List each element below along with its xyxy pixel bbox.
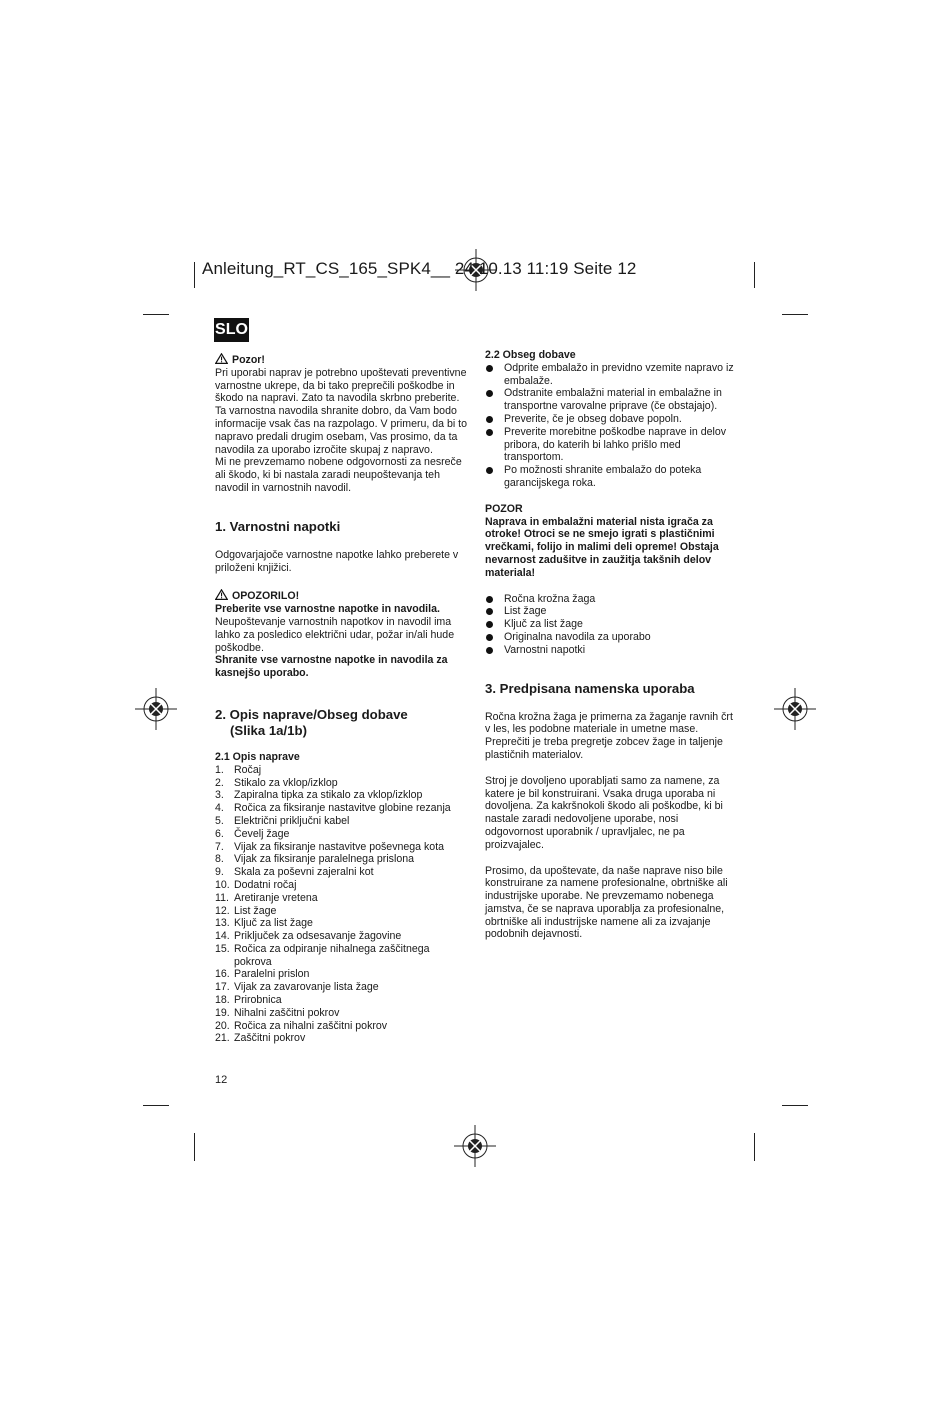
parts-list-label: Prirobnica [234,994,282,1007]
parts-list-label: Aretiranje vretena [234,891,318,904]
scope-item: List žage [485,605,737,618]
parts-list-label: Električni priključni kabel [234,814,350,827]
parts-list-label: Dodatni ročaj [234,878,297,891]
crop-mark [782,1105,808,1106]
parts-list-label: Ročica za fiksiranje nastavitve globine rezanja [234,802,451,815]
parts-list-label: Zapiralna tipka za stikalo za vklop/izklop [234,789,423,802]
delivery-step-item: Po možnosti shranite embalažo do poteka garancijskega roka. [485,464,737,490]
parts-list-label: Čevelj žage [234,827,290,840]
warning-title: OPOZORILO! [232,590,300,603]
pozor-title: Pozor! [232,354,265,366]
parts-list-number: 7. [215,840,224,853]
parts-list-item [215,764,470,777]
parts-list-item [215,815,470,828]
parts-list-label: Priključek za odsesavanje žagovine [234,930,402,943]
delivery-step-item: Odstranite embalažni material in embalažne in transportne varovalne priprave (če obstajajo). [485,387,737,413]
delivery-step-item: Preverite, če je obseg dobave popoln. [485,413,737,426]
right-column [485,349,737,941]
parts-list-number: 12. [215,904,230,917]
section-2-title [215,707,470,739]
parts-list-item [215,1020,470,1033]
parts-list-item [215,828,470,841]
parts-list-label: Skala za poševni zajeralni kot [234,866,374,879]
pozor-2-title: POZOR [485,502,523,515]
parts-list-item [215,879,470,892]
parts-list-item [215,981,470,994]
delivery-step-item: Odprite embalažo in previdno vzemite napravo iz embalaže. [485,362,737,388]
parts-list-item [215,917,470,930]
pozor-2-text: Naprava in embalažni material nista igrača za otroke! Otroci se ne smejo igrati s plastičnimi vrečkami, folijo in malimi deli opreme! Obstaja nevarnost zadušitve in zaužitja takšnih delov materiala! [485,515,719,579]
parts-list-number: 4. [215,802,224,815]
warning-text: Neupoštevanje varnostnih napotkov in navodil ima lahko za posledico električni udar, požar in/ali hude poškodbe. [215,615,455,654]
parts-list-item [215,930,470,943]
delivery-step-item: Preverite morebitne poškodbe naprave in delov pribora, do katerih bi lahko prišlo med transportom. [485,426,737,464]
page-number: 12 [215,1074,228,1086]
section-1-text: Odgovarjajoče varnostne napotke lahko preberete v priloženi knjižici. [215,548,459,574]
warning-bold-1: Preberite vse varnostne napotke in navodila. [215,603,440,616]
parts-list-label: Ključ za list žage [234,917,313,930]
parts-list-item [215,789,470,802]
registration-mark-icon [774,688,816,730]
pozor-text-2: Mi ne prevzemamo nobene odgovornosti za nesreče ali škodo, ki bi nastala zaradi neupoštevanja teh navodil in varnostnih navodil. [215,456,462,494]
parts-list-item [215,853,470,866]
crop-mark [194,262,195,288]
scope-item: Ključ za list žage [485,618,737,631]
pozor-heading [215,353,470,367]
pozor-text: Pri uporabi naprav je potrebno upoštevati preventivne varnostne ukrepe, da bi tako preprečili poškodbe in škodo na napravi. Zato ta navodila skrbno preberite. Ta varnostna navodila shranite dobro, da Vam bodo informacije vsak čas na razpolago. V primeru, da bi to napravo predali drugim osebam, Vas prosimo, da ta navodila za uporabo izročite skupaj z napravo. [215,366,468,456]
parts-list-number: 20. [215,1019,230,1032]
parts-list-item [215,777,470,790]
crop-mark [754,1133,755,1161]
section-3-paragraph-1: Ročna krožna žaga je primerna za žaganje ravnih črt v les, les podobne materiale in umetne mase. Preprečiti je treba pregretje zobcev žage in taljenje plastičnih materialov. [485,710,733,761]
parts-list-number: 5. [215,814,224,827]
warning-triangle-icon [215,353,228,364]
parts-list-label: Stikalo za vklop/izklop [234,776,338,789]
delivery-steps-list [485,362,737,490]
parts-list [215,764,470,1046]
registration-mark-icon [454,1125,496,1167]
scope-of-delivery-list [485,593,737,657]
section-1-title: 1. Varnostni napotki [215,518,341,534]
registration-mark-icon [135,688,177,730]
language-badge: SLO [214,318,249,342]
parts-list-number: 14. [215,930,230,943]
section-3-paragraph-2: Stroj je dovoljeno uporabljati samo za namene, za katere je bil konstruirani. Vsaka druga uporaba ni dovoljena. Za kakršnokoli škodo ali poškodbe, ki bi nastale zaradi nedovoljene uporabe, nosi odgovornost uporabnik / upravljalec, ne pa proizvajalec. [485,774,723,851]
section-3-paragraph-3: Prosimo, da upoštevate, da naše naprave niso bile konstruirane za namene profesionalne, obrtniške ali industrijske uporabe. Ne prevzemamo nobenega jamstva, če se naprava uporablja za profesionalne, obrtniške ali industrijske namene ali za izvajanje podobnih dejavnosti. [485,864,728,941]
parts-list-label: List žage [234,904,277,917]
parts-list-number: 19. [215,1006,230,1019]
parts-list-item [215,841,470,854]
parts-list-label: Ročica za nihalni zaščitni pokrov [234,1019,388,1032]
parts-list-label: Vijak za fiksiranje paralelnega prislona [234,853,415,866]
parts-list-item [215,802,470,815]
warning-triangle-icon [215,589,228,600]
warning-bold-2: Shranite vse varnostne napotke in navodila za kasnejšo uporabo. [215,654,448,680]
crop-mark [782,314,808,315]
parts-list-number: 13. [215,917,230,930]
scope-item: Originalna navodila za uporabo [485,631,737,644]
print-slug-header: Anleitung_RT_CS_165_SPK4__ 24.10.13 11:19 Seite 12 [202,259,637,278]
scope-item: Varnostni napotki [485,644,737,657]
section-3-title: 3. Predpisana namenska uporaba [485,680,695,696]
parts-list-item [215,905,470,918]
parts-list-number: 11. [215,891,229,904]
parts-list-label: Zaščitni pokrov [234,1032,306,1045]
parts-list-number: 17. [215,981,230,994]
section-2-title-line-1: 2. Opis naprave/Obseg dobave [215,706,408,722]
parts-list-number: 6. [215,827,224,840]
parts-list-item [215,994,470,1007]
crop-mark [754,262,755,288]
section-2-1-title: 2.1 Opis naprave [215,750,300,763]
parts-list-label: Nihalni zaščitni pokrov [234,1006,340,1019]
parts-list-number: 3. [215,789,224,802]
parts-list-number: 18. [215,994,230,1007]
warning-heading [215,589,470,603]
parts-list-label: Vijak za fiksiranje nastavitve poševnega kota [234,840,445,853]
parts-list-number: 8. [215,853,224,866]
parts-list-label: Vijak za zavarovanje lista žage [234,981,379,994]
parts-list-item [215,1032,470,1045]
parts-list-number: 1. [215,763,224,776]
parts-list-number: 16. [215,968,230,981]
parts-list-number: 9. [215,866,224,879]
section-2-title-line-2: (Slika 1a/1b) [230,722,307,738]
parts-list-label: Paralelni prislon [234,968,310,981]
parts-list-item [215,968,470,981]
crop-mark [143,1105,169,1106]
parts-list-number: 15. [215,942,230,955]
crop-mark [143,314,169,315]
parts-list-number: 21. [215,1032,230,1045]
section-2-2-title: 2.2 Obseg dobave [485,349,576,361]
scope-item: Ročna krožna žaga [485,593,737,606]
parts-list-label: Ročaj [234,763,262,776]
parts-list-number: 10. [215,878,230,891]
parts-list-item [215,943,470,969]
parts-list-label: Ročica za odpiranje nihalnega zaščitnega pokrova [234,942,430,968]
crop-mark [194,1133,195,1161]
parts-list-item [215,866,470,879]
left-column [215,353,470,1045]
parts-list-item [215,892,470,905]
parts-list-number: 2. [215,776,224,789]
parts-list-item [215,1007,470,1020]
